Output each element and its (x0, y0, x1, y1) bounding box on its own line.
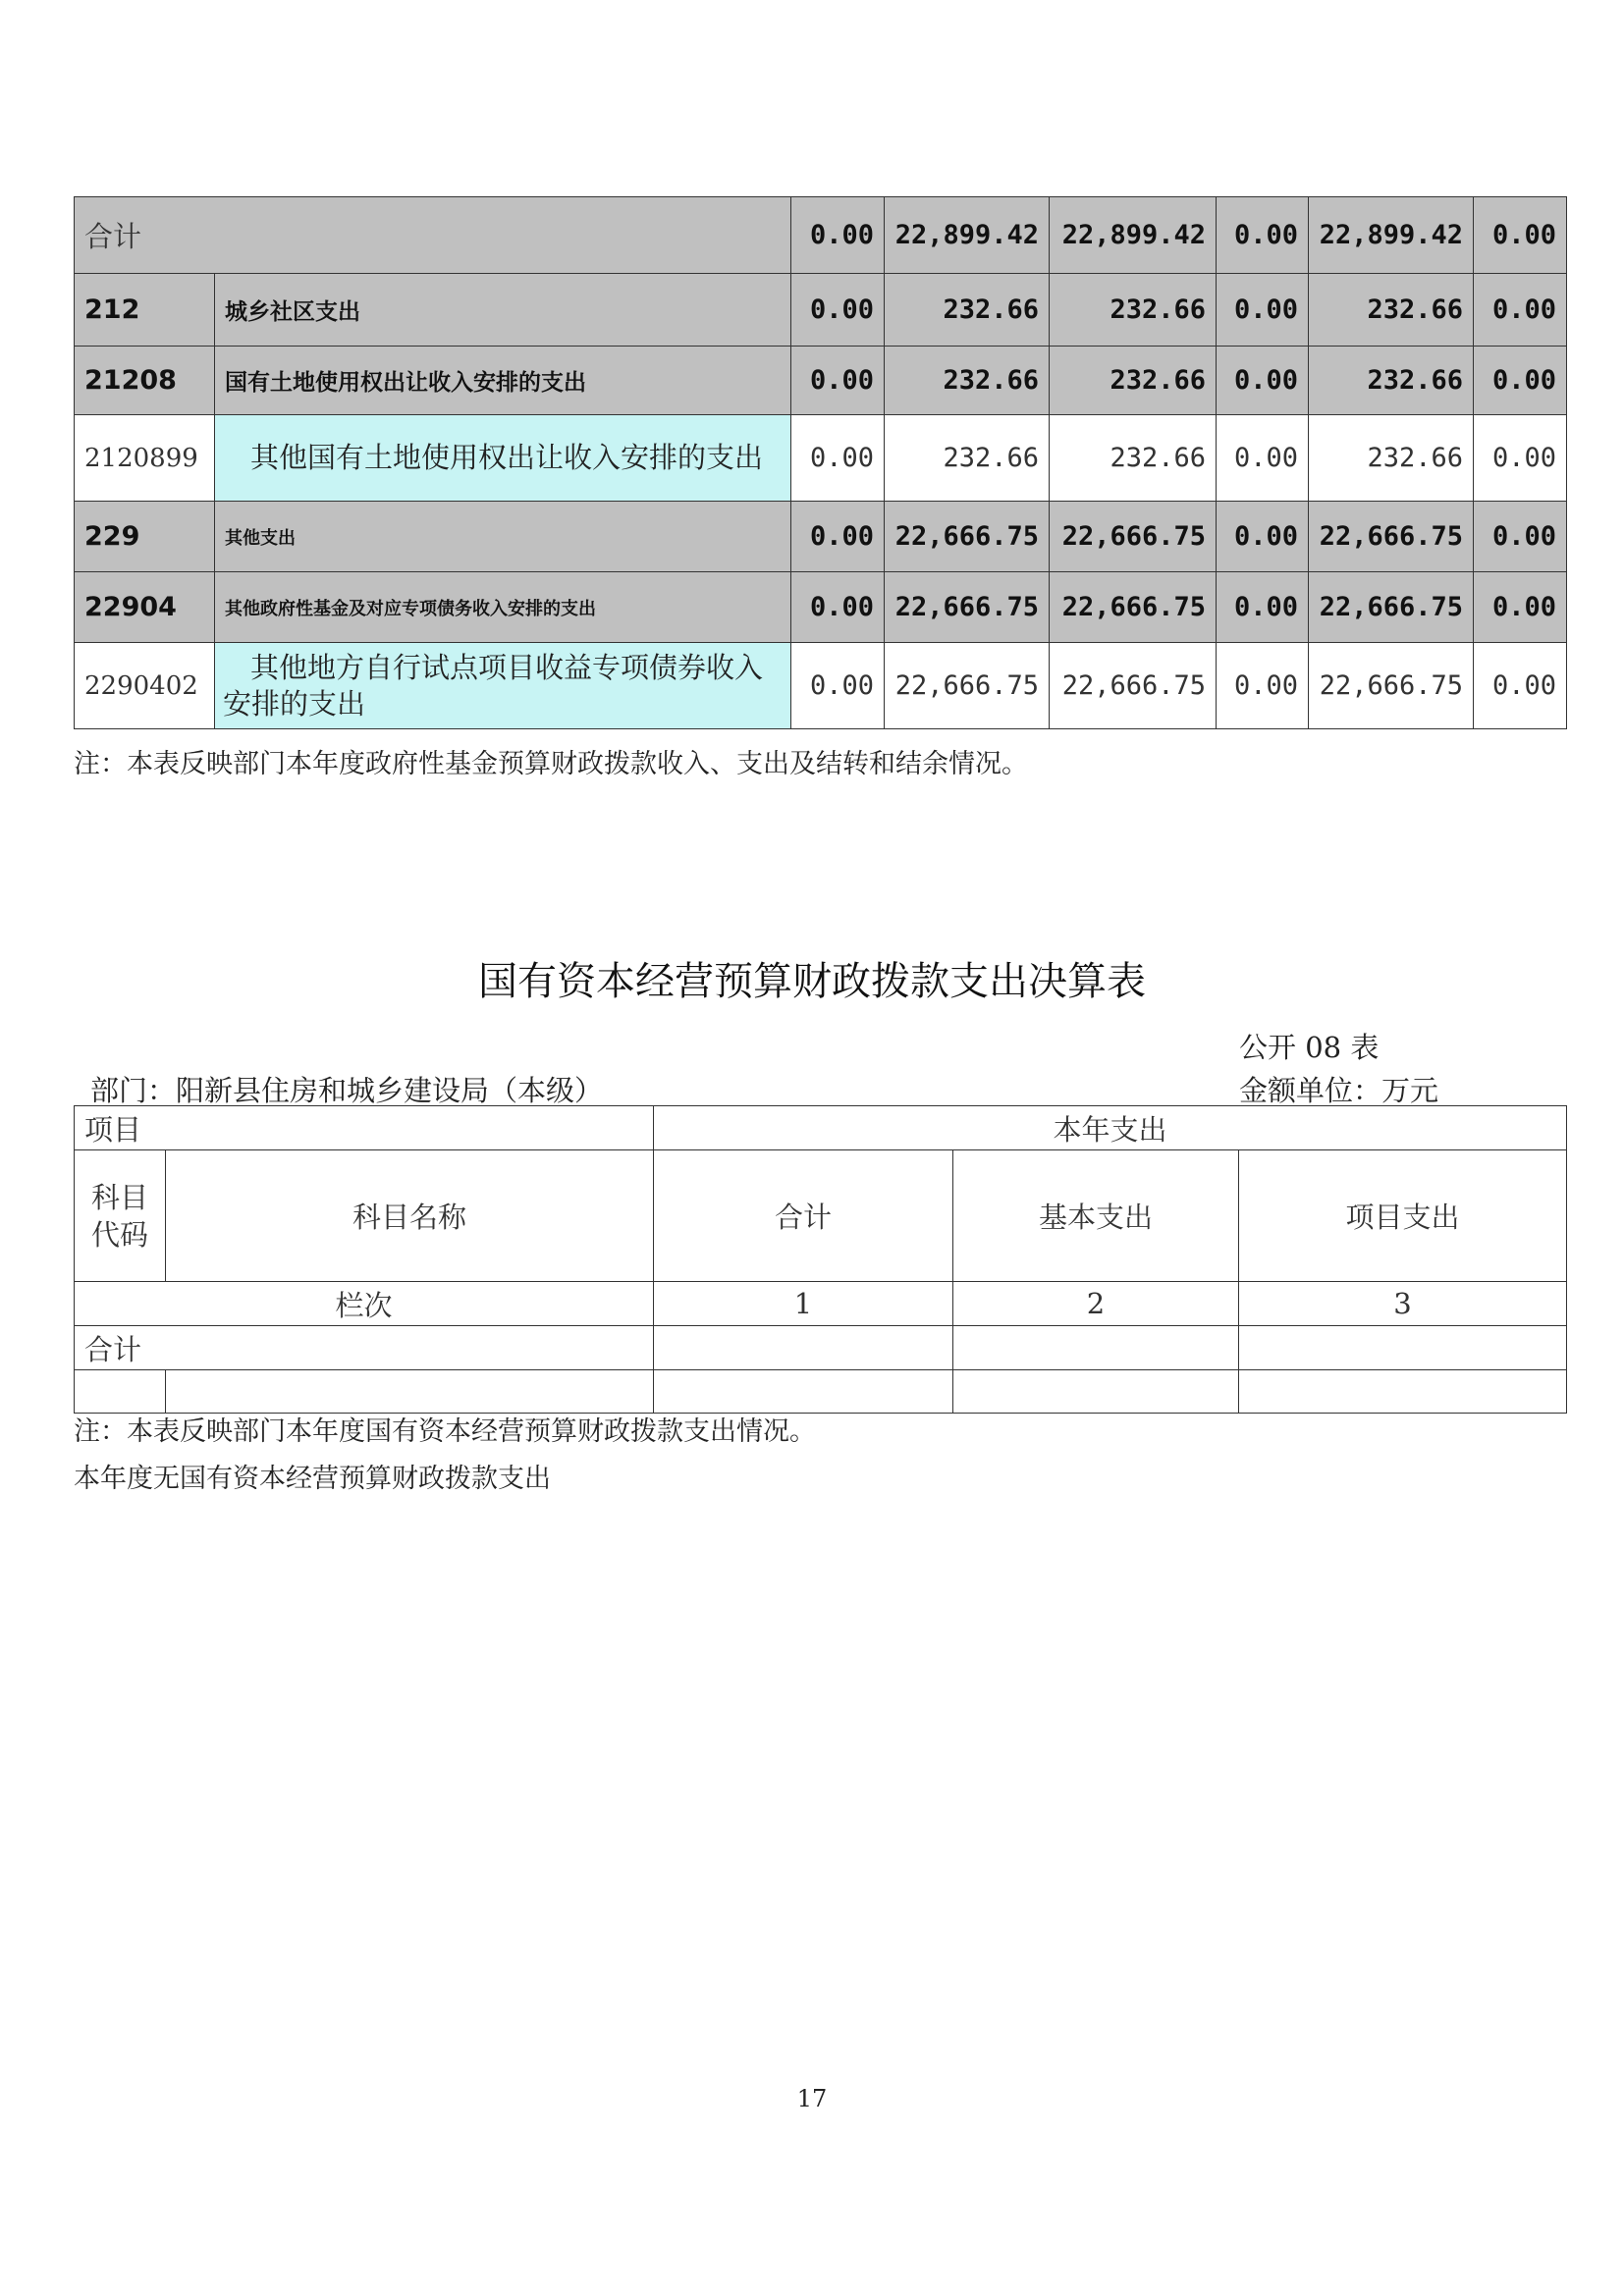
cell: 232.66 (885, 415, 1050, 502)
cell: 0.00 (791, 347, 885, 415)
col-index: 2 (953, 1282, 1239, 1326)
cell: 0.00 (1474, 502, 1567, 572)
cell (75, 1370, 166, 1414)
header-name: 科目名称 (166, 1150, 654, 1282)
subject-code: 212 (75, 274, 215, 347)
cell: 232.66 (1050, 274, 1217, 347)
cell: 232.66 (1050, 415, 1217, 502)
subject-name: 其他国有土地使用权出让收入安排的支出 (215, 415, 791, 502)
subject-code: 22904 (75, 572, 215, 643)
table-row (75, 572, 1567, 643)
header-total: 合计 (654, 1150, 953, 1282)
cell: 0.00 (791, 274, 885, 347)
cell (1239, 1326, 1567, 1370)
table-header-row (75, 1150, 1567, 1282)
table-row-column-index (75, 1282, 1567, 1326)
header-basic: 基本支出 (953, 1150, 1239, 1282)
cell: 0.00 (791, 572, 885, 643)
cell (166, 1370, 654, 1414)
cell: 0.00 (1474, 197, 1567, 274)
subject-code: 2290402 (75, 643, 215, 729)
total-label: 合计 (75, 1326, 654, 1370)
table-row (75, 502, 1567, 572)
cell: 232.66 (885, 274, 1050, 347)
cell: 22,666.75 (1309, 502, 1474, 572)
table-row (75, 643, 1567, 729)
cell: 0.00 (1217, 415, 1309, 502)
cell: 22,899.42 (885, 197, 1050, 274)
page-number: 17 (796, 2085, 828, 2112)
table2-note: 注：本表反映部门本年度国有资本经营预算财政拨款支出情况。 (74, 1416, 816, 1447)
table2-note-empty: 本年度无国有资本经营预算财政拨款支出 (74, 1464, 551, 1494)
cell: 0.00 (791, 415, 885, 502)
subject-name: 国有土地使用权出让收入安排的支出 (215, 347, 791, 415)
cell: 22,899.42 (1309, 197, 1474, 274)
cell: 22,666.75 (1050, 502, 1217, 572)
table-row (75, 274, 1567, 347)
cell: 22,666.75 (1309, 572, 1474, 643)
govfund-table (74, 196, 1567, 729)
cell: 0.00 (1217, 502, 1309, 572)
cell: 0.00 (1474, 415, 1567, 502)
cell: 0.00 (1217, 347, 1309, 415)
header-current-year: 本年支出 (654, 1106, 1567, 1150)
cell: 232.66 (1309, 274, 1474, 347)
header-code: 科目代码 (75, 1150, 166, 1282)
cell: 0.00 (1217, 274, 1309, 347)
cell: 0.00 (791, 643, 885, 729)
cell: 22,666.75 (1309, 643, 1474, 729)
cell: 0.00 (1217, 572, 1309, 643)
table-row (75, 415, 1567, 502)
col-index-label: 栏次 (75, 1282, 654, 1326)
table-row-total (75, 197, 1567, 274)
header-item: 项目 (75, 1106, 654, 1150)
unit-label: 金额单位：万元 (1239, 1074, 1439, 1107)
state-capital-table (74, 1105, 1567, 1414)
cell: 22,666.75 (885, 643, 1050, 729)
table-row-total (75, 1326, 1567, 1370)
cell (953, 1370, 1239, 1414)
cell: 22,666.75 (885, 572, 1050, 643)
subject-code: 229 (75, 502, 215, 572)
subject-name: 其他地方自行试点项目收益专项债券收入安排的支出 (215, 643, 791, 729)
cell: 22,666.75 (1050, 572, 1217, 643)
cell (1239, 1370, 1567, 1414)
cell: 232.66 (1309, 347, 1474, 415)
cell: 232.66 (1050, 347, 1217, 415)
cell (654, 1370, 953, 1414)
header-project: 项目支出 (1239, 1150, 1567, 1282)
table-number: 公开 08 表 (1239, 1031, 1380, 1064)
cell: 0.00 (1474, 572, 1567, 643)
cell: 232.66 (1309, 415, 1474, 502)
subject-code: 21208 (75, 347, 215, 415)
subject-name: 其他支出 (215, 502, 791, 572)
cell: 0.00 (1217, 643, 1309, 729)
col-index: 1 (654, 1282, 953, 1326)
cell: 232.66 (885, 347, 1050, 415)
cell (953, 1326, 1239, 1370)
cell: 22,666.75 (885, 502, 1050, 572)
cell: 22,899.42 (1050, 197, 1217, 274)
cell: 0.00 (1474, 274, 1567, 347)
cell: 22,666.75 (1050, 643, 1217, 729)
subject-name: 其他政府性基金及对应专项债务收入安排的支出 (215, 572, 791, 643)
cell: 0.00 (1217, 197, 1309, 274)
subject-name: 城乡社区支出 (215, 274, 791, 347)
page-title: 国有资本经营预算财政拨款支出决算表 (478, 959, 1146, 1004)
total-label: 合计 (75, 197, 791, 274)
department-label: 部门：阳新县住房和城乡建设局（本级） (90, 1074, 604, 1107)
table-row (75, 347, 1567, 415)
table-row (75, 1370, 1567, 1414)
table1-note: 注：本表反映部门本年度政府性基金预算财政拨款收入、支出及结转和结余情况。 (74, 749, 1028, 779)
col-index: 3 (1239, 1282, 1567, 1326)
cell: 0.00 (1474, 643, 1567, 729)
table-header-row (75, 1106, 1567, 1150)
cell: 0.00 (791, 197, 885, 274)
cell: 0.00 (1474, 347, 1567, 415)
cell: 0.00 (791, 502, 885, 572)
cell (654, 1326, 953, 1370)
subject-code: 2120899 (75, 415, 215, 502)
